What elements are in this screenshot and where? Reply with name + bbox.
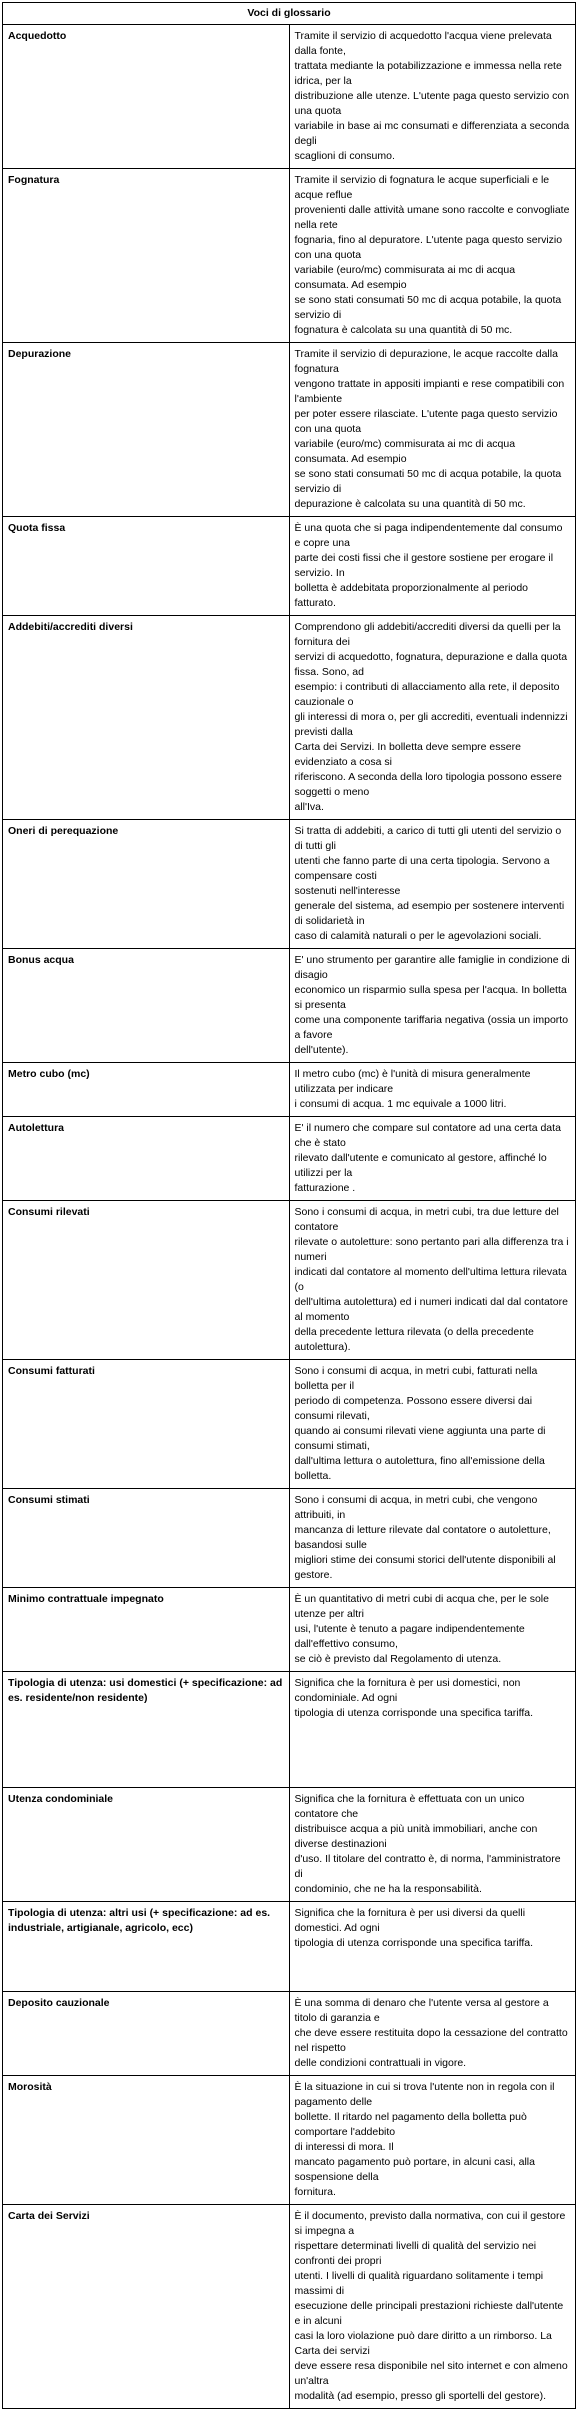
definition-line: Tramite il servizio di acquedotto l'acqua viene prelevata dalla fonte,: [294, 30, 552, 57]
definition-line: Sono i consumi di acqua, in metri cubi, che vengono attribuiti, in: [294, 1494, 538, 1521]
glossary-term: Morosità: [3, 2076, 290, 2205]
glossary-row: [3, 1360, 576, 1489]
definition-line: come una componente tariffaria negativa (ossia un importo a favore: [294, 1014, 569, 1041]
definition-line: dell'utente).: [294, 1044, 349, 1056]
glossary-term: Fognatura: [3, 169, 290, 343]
glossary-term: Utenza condominiale: [3, 1788, 290, 1902]
definition-line: modalità (ad esempio, presso gli sportelli del gestore).: [294, 2390, 547, 2402]
definition-line: variabile (euro/mc) commisurata ai mc di acqua consumata. Ad esempio: [294, 438, 516, 465]
definition-line: Si tratta di addebiti, a carico di tutti gli utenti del servizio o di tutti gli: [294, 825, 562, 852]
glossary-term: Bonus acqua: [3, 949, 290, 1063]
glossary-term: Carta dei Servizi: [3, 2205, 290, 2409]
definition-line: casi la loro violazione può dare diritto a un rimborso. La Carta dei servizi: [294, 2330, 552, 2357]
definition-line: rilevato dall'utente e comunicato al gestore, affinché lo utilizzi per la: [294, 1152, 547, 1179]
glossary-definition: [289, 2205, 576, 2409]
glossary-term: Minimo contrattuale impegnato: [3, 1588, 290, 1672]
glossary-header-row: [3, 3, 576, 25]
glossary-definition: [289, 517, 576, 616]
definition-line: mancanza di letture rilevate dal contatore o autoletture, basandosi sulle: [294, 1524, 551, 1551]
definition-line: Significa che la fornitura è effettuata con un unico contatore che: [294, 1793, 525, 1820]
definition-line: È il documento, previsto dalla normativa, con cui il gestore si impegna a: [294, 2210, 566, 2237]
glossary-row: [3, 1788, 576, 1902]
glossary-row: [3, 1672, 576, 1788]
definition-line: È una somma di denaro che l'utente versa al gestore a titolo di garanzia e: [294, 1997, 549, 2024]
glossary-row: [3, 1489, 576, 1588]
definition-line: se sono stati consumati 50 mc di acqua potabile, la quota servizio di: [294, 468, 562, 495]
definition-line: all'Iva.: [294, 801, 324, 813]
definition-line: vengono trattate in appositi impianti e rese compatibili con l'ambiente: [294, 378, 565, 405]
glossary-definition: [289, 820, 576, 949]
glossary-row: [3, 25, 576, 169]
glossary-row: [3, 1992, 576, 2076]
glossary-table: [2, 2, 576, 2409]
glossary-row: [3, 616, 576, 820]
definition-line: fognaria, fino al depuratore. L'utente paga questo servizio con una quota: [294, 234, 563, 261]
definition-line: condominio, che ne ha la responsabilità.: [294, 1883, 482, 1895]
definition-line: bollette. Il ritardo nel pagamento della bolletta può comportare l'addebito: [294, 2111, 527, 2138]
definition-line: Il metro cubo (mc) è l'unità di misura generalmente utilizzata per indicare: [294, 1068, 531, 1095]
definition-line: generale del sistema, ad esempio per sostenere interventi di solidarietà in: [294, 900, 565, 927]
definition-line: variabile in base ai mc consumati e differenziata a seconda degli: [294, 120, 570, 147]
definition-line: fatturazione .: [294, 1182, 356, 1194]
glossary-title: Voci di glossario: [3, 3, 576, 25]
glossary-definition: [289, 1117, 576, 1201]
definition-line: Tramite il servizio di depurazione, le acque raccolte dalla fognatura: [294, 348, 558, 375]
definition-line: sostenuti nell'interesse: [294, 885, 401, 897]
glossary-row: [3, 1902, 576, 1992]
definition-line: economico un risparmio sulla spesa per l'acqua. In bolletta si presenta: [294, 984, 567, 1011]
definition-line: esecuzione delle principali prestazioni richieste dall'utente e in alcuni: [294, 2300, 564, 2327]
definition-line: Significa che la fornitura è per usi diversi da quelli domestici. Ad ogni: [294, 1907, 526, 1934]
definition-line: dall'ultima lettura o autolettura, fino all'emissione della bolletta.: [294, 1455, 545, 1482]
glossary-term: Quota fissa: [3, 517, 290, 616]
definition-line: servizi di acquedotto, fognatura, depurazione e dalla quota fissa. Sono, ad: [294, 651, 568, 678]
glossary-definition: [289, 343, 576, 517]
definition-line: usi, l'utente è tenuto a pagare indipendentemente dall'effettivo consumo,: [294, 1623, 525, 1650]
definition-line: variabile (euro/mc) commisurata ai mc di acqua consumata. Ad esempio: [294, 264, 516, 291]
definition-line: che deve essere restituita dopo la cessazione del contratto nel rispetto: [294, 2027, 568, 2054]
definition-line: depurazione è calcolata su una quantità di 50 mc.: [294, 498, 526, 510]
definition-line: riferiscono. A seconda della loro tipologia possono essere soggetti o meno: [294, 771, 562, 798]
definition-line: Carta dei Servizi. In bolletta deve sempre essere evidenziato a cosa si: [294, 741, 521, 768]
glossary-definition: [289, 949, 576, 1063]
glossary-row: [3, 1201, 576, 1360]
glossary-term: Acquedotto: [3, 25, 290, 169]
glossary-term: Tipologia di utenza: usi domestici (+ specificazione: ad es. residente/non residente): [3, 1672, 290, 1788]
glossary-term: Metro cubo (mc): [3, 1063, 290, 1117]
glossary-term: Depurazione: [3, 343, 290, 517]
glossary-term: Oneri di perequazione: [3, 820, 290, 949]
definition-line: indicati dal contatore al momento dell'ultima lettura rilevata (o: [294, 1266, 567, 1293]
glossary-definition: [289, 1360, 576, 1489]
definition-line: parte dei costi fissi che il gestore sostiene per erogare il servizio. In: [294, 552, 554, 579]
definition-line: rilevate o autoletture: sono pertanto pari alla differenza tra i numeri: [294, 1236, 569, 1263]
definition-line: della precedente lettura rilevata (o della precedente autolettura).: [294, 1326, 534, 1353]
glossary-definition: [289, 25, 576, 169]
glossary-row: [3, 1117, 576, 1201]
definition-line: Comprendono gli addebiti/accrediti diversi da quelli per la fornitura dei: [294, 621, 561, 648]
glossary-term: Deposito cauzionale: [3, 1992, 290, 2076]
definition-line: se sono stati consumati 50 mc di acqua potabile, la quota servizio di: [294, 294, 562, 321]
glossary-definition: [289, 1902, 576, 1992]
glossary-row: [3, 1063, 576, 1117]
glossary-definition: [289, 2076, 576, 2205]
glossary-term: Addebiti/accrediti diversi: [3, 616, 290, 820]
definition-line: È un quantitativo di metri cubi di acqua che, per le sole utenze per altri: [294, 1593, 549, 1620]
definition-line: È una quota che si paga indipendentemente dal consumo e copre una: [294, 522, 563, 549]
definition-line: esempio: i contributi di allacciamento alla rete, il deposito cauzionale o: [294, 681, 560, 708]
glossary-definition: [289, 1588, 576, 1672]
glossary-definition: [289, 1788, 576, 1902]
glossary-definition: [289, 169, 576, 343]
definition-line: E' il numero che compare sul contatore ad una certa data che è stato: [294, 1122, 561, 1149]
definition-line: E' uno strumento per garantire alle famiglie in condizione di disagio: [294, 954, 570, 981]
definition-line: distribuzione alle utenze. L'utente paga questo servizio con una quota: [294, 90, 570, 117]
definition-line: migliori stime dei consumi storici dell'utente disponibili al gestore.: [294, 1554, 556, 1581]
glossary-row: [3, 820, 576, 949]
glossary-row: [3, 2205, 576, 2409]
definition-line: se ciò è previsto dal Regolamento di utenza.: [294, 1653, 502, 1665]
definition-line: d'uso. Il titolare del contratto è, di norma, l'amministratore di: [294, 1853, 561, 1880]
definition-line: È la situazione in cui si trova l'utente non in regola con il pagamento delle: [294, 2081, 555, 2108]
glossary-row: [3, 517, 576, 616]
definition-line: utenti che fanno parte di una certa tipologia. Servono a compensare costi: [294, 855, 550, 882]
definition-line: deve essere resa disponibile nel sito internet e con almeno un'altra: [294, 2360, 568, 2387]
definition-line: caso di calamità naturali o per le agevolazioni sociali.: [294, 930, 542, 942]
definition-line: mancato pagamento può portare, in alcuni casi, alla sospensione della: [294, 2156, 535, 2183]
glossary-row: [3, 949, 576, 1063]
definition-line: bolletta è addebitata proporzionalmente al periodo fatturato.: [294, 582, 528, 609]
glossary-term: Autolettura: [3, 1117, 290, 1201]
definition-line: periodo di competenza. Possono essere diversi dai consumi rilevati,: [294, 1395, 533, 1422]
definition-line: gli interessi di mora o, per gli accrediti, eventuali indennizzi previsti dalla: [294, 711, 568, 738]
glossary-term: Consumi fatturati: [3, 1360, 290, 1489]
glossary-definition: [289, 1992, 576, 2076]
glossary-row: [3, 343, 576, 517]
glossary-term: Consumi stimati: [3, 1489, 290, 1588]
definition-line: Sono i consumi di acqua, in metri cubi, fatturati nella bolletta per il: [294, 1365, 538, 1392]
glossary-term: Tipologia di utenza: altri usi (+ specificazione: ad es. industriale, artigianale, agricolo, ecc): [3, 1902, 290, 1992]
definition-line: Tramite il servizio di fognatura le acque superficiali e le acque reflue: [294, 174, 550, 201]
glossary-definition: [289, 1063, 576, 1117]
glossary-definition: [289, 1201, 576, 1360]
glossary-definition: [289, 1489, 576, 1588]
definition-line: provenienti dalle attività umane sono raccolte e convogliate nella rete: [294, 204, 570, 231]
definition-line: rispettare determinati livelli di qualità del servizio nei confronti dei propri: [294, 2240, 537, 2267]
definition-line: fognatura è calcolata su una quantità di 50 mc.: [294, 324, 513, 336]
glossary-definition: [289, 1672, 576, 1788]
definition-line: per poter essere rilasciate. L'utente paga questo servizio con una quota: [294, 408, 558, 435]
glossary-term: Consumi rilevati: [3, 1201, 290, 1360]
definition-line: Sono i consumi di acqua, in metri cubi, tra due letture del contatore: [294, 1206, 559, 1233]
definition-line: utenti. I livelli di qualità riguardano solitamente i tempi massimi di: [294, 2270, 544, 2297]
definition-line: di interessi di mora. Il: [294, 2141, 394, 2153]
definition-line: trattata mediante la potabilizzazione e immessa nella rete idrica, per la: [294, 60, 562, 87]
glossary-row: [3, 1588, 576, 1672]
glossary-row: [3, 169, 576, 343]
glossary-row: [3, 2076, 576, 2205]
definition-line: distribuisce acqua a più unità immobiliari, anche con diverse destinazioni: [294, 1823, 538, 1850]
definition-line: scaglioni di consumo.: [294, 150, 395, 162]
definition-line: Significa che la fornitura è per usi domestici, non condominiale. Ad ogni: [294, 1677, 521, 1704]
definition-line: fornitura.: [294, 2186, 336, 2198]
definition-line: delle condizioni contrattuali in vigore.: [294, 2057, 467, 2069]
definition-line: quando ai consumi rilevati viene aggiunta una parte di consumi stimati,: [294, 1425, 546, 1452]
definition-line: tipologia di utenza corrisponde una specifica tariffa.: [294, 1707, 534, 1719]
definition-line: tipologia di utenza corrisponde una specifica tariffa.: [294, 1937, 534, 1949]
glossary-body: [3, 25, 576, 2409]
glossary-definition: [289, 616, 576, 820]
definition-line: dell'ultima autolettura) ed i numeri indicati dal dal contatore al momento: [294, 1296, 568, 1323]
definition-line: i consumi di acqua. 1 mc equivale a 1000 litri.: [294, 1098, 507, 1110]
